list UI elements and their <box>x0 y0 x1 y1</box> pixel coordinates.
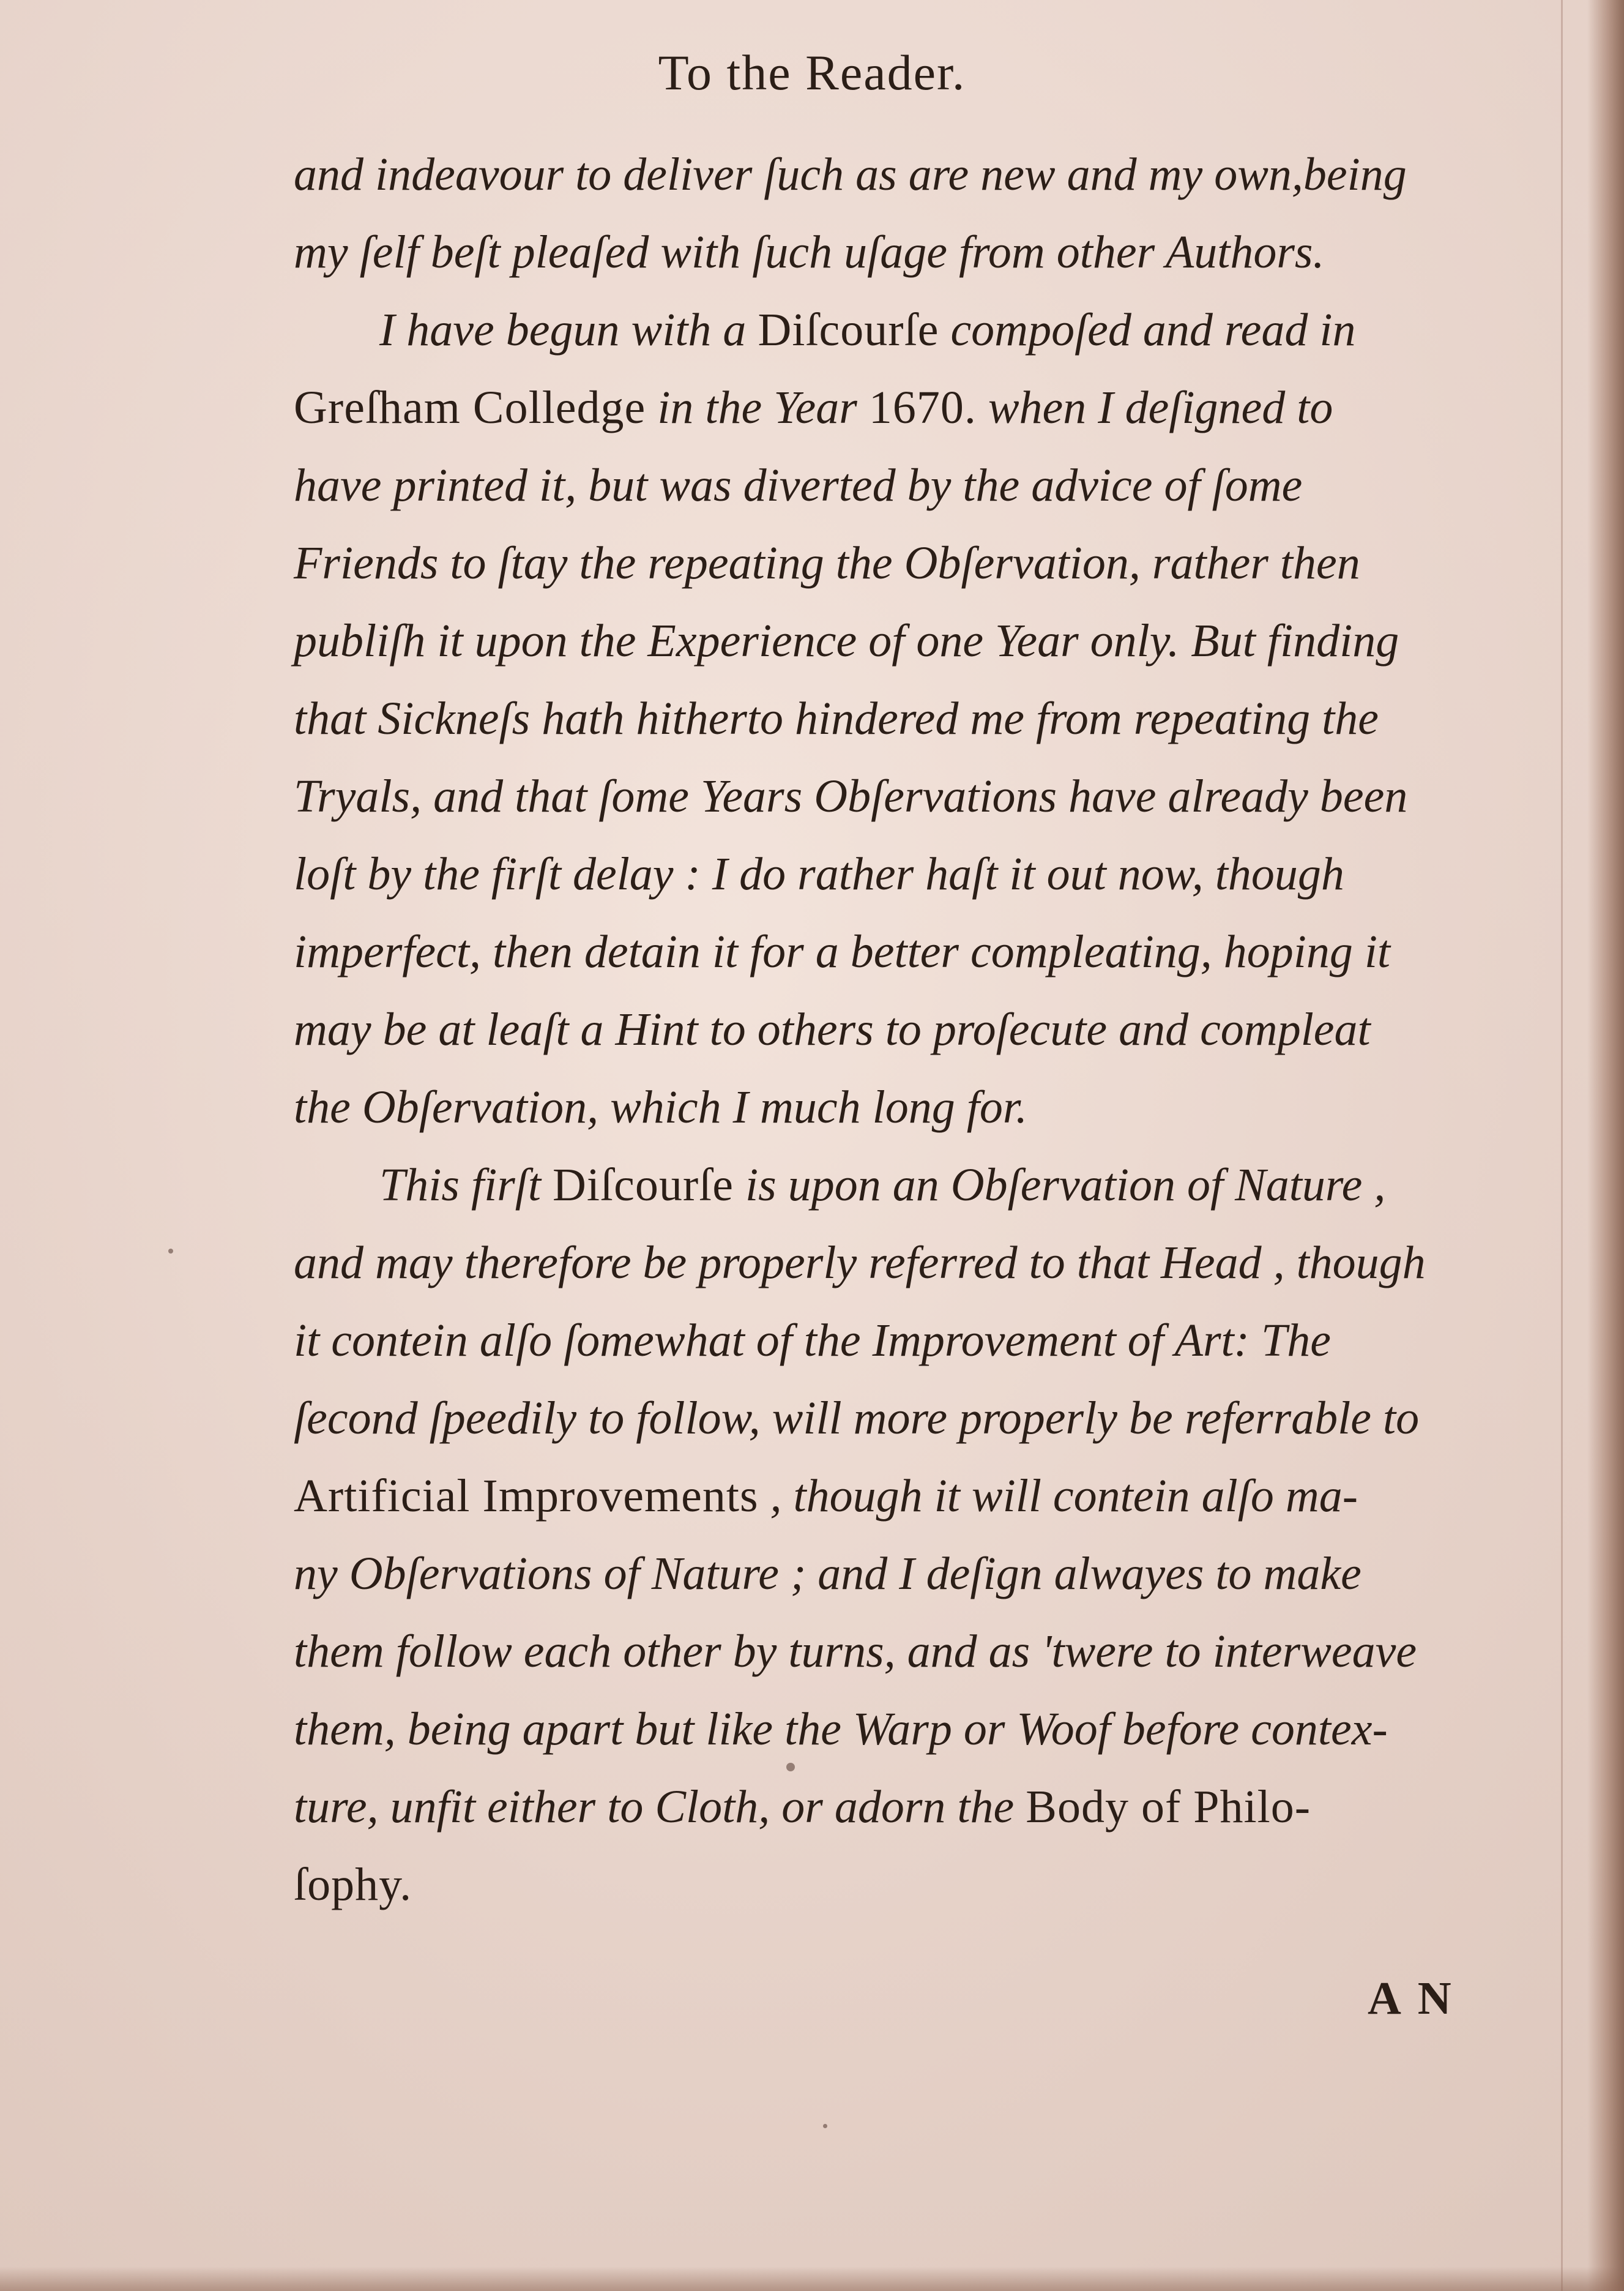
page-bottom-edge <box>0 2267 1624 2291</box>
text-segment: imperfect, then detain it for a better compleating, hoping it <box>294 926 1391 977</box>
text-segment: Body of Philo- <box>1026 1781 1311 1833</box>
text-line <box>294 1457 1493 1535</box>
text-segment: Friends to ſtay the repeating the Obſervation, rather then <box>294 537 1360 589</box>
text-line <box>294 1535 1493 1613</box>
text-segment: ſophy. <box>294 1859 412 1910</box>
text-line <box>294 369 1493 447</box>
text-segment: I have begun with a <box>379 304 758 356</box>
text-segment: 1670. <box>868 382 977 433</box>
text-line <box>294 214 1493 291</box>
text-line <box>294 1069 1493 1146</box>
text-segment: , though it will contein alſo ma- <box>758 1470 1358 1522</box>
text-segment: compoſed and read in <box>939 304 1356 356</box>
text-segment: and indeavour to deliver ſuch as are new and my own,being <box>294 149 1407 200</box>
text-segment: publiſh it upon the Experience of one Year only. But finding <box>294 615 1399 667</box>
text-line <box>294 291 1493 369</box>
text-segment: Greſham Colledge <box>294 382 646 433</box>
text-segment: that Sickneſs hath hitherto hindered me from repeating the <box>294 693 1379 744</box>
text-segment: is upon an Obſervation of Nature , <box>734 1159 1386 1211</box>
running-head: To the Reader. <box>658 45 966 100</box>
text-segment: This firſt <box>379 1159 553 1211</box>
text-line <box>294 1846 1493 1924</box>
text-line <box>294 1768 1493 1846</box>
text-segment: them, being apart but like the Warp or Woof before contex- <box>294 1703 1388 1755</box>
body-text <box>294 136 1493 1924</box>
text-line <box>294 680 1493 758</box>
text-line <box>294 525 1493 602</box>
text-segment: have printed it, but was diverted by the advice of ſome <box>294 460 1303 511</box>
text-segment: ny Obſervations of Nature ; and I deſign alwayes to make <box>294 1548 1361 1599</box>
ink-speck <box>823 2124 827 2128</box>
text-segment: my ſelf beſt pleaſed with ſuch uſage from other Authors. <box>294 226 1325 278</box>
text-segment: and may therefore be properly referred to that Head , though <box>294 1237 1426 1288</box>
text-line <box>294 1691 1493 1768</box>
text-segment: Diſcourſe <box>553 1159 734 1211</box>
text-line <box>294 602 1493 680</box>
text-segment: them follow each other by turns, and as 'twere to interweave <box>294 1626 1417 1677</box>
text-line <box>294 136 1493 214</box>
text-segment: Artificial Improvements <box>294 1470 759 1522</box>
catchword: A N <box>1368 1973 1455 2024</box>
text-segment: when I deſigned to <box>976 382 1333 433</box>
text-segment: the Obſervation, which I much long for. <box>294 1082 1027 1133</box>
text-segment: ſecond ſpeedily to follow, will more properly be referrable to <box>294 1392 1420 1444</box>
text-line <box>294 1146 1493 1224</box>
text-line <box>294 835 1493 913</box>
text-segment: Tryals, and that ſome Years Obſervations have already been <box>294 771 1408 822</box>
text-line <box>294 1380 1493 1457</box>
text-segment: in the Year <box>646 382 869 433</box>
text-segment: Diſcourſe <box>758 304 939 356</box>
text-line <box>294 991 1493 1069</box>
text-segment: may be at leaſt a Hint to others to proſecute and compleat <box>294 1004 1371 1055</box>
ink-speck <box>168 1249 173 1254</box>
text-line <box>294 913 1493 991</box>
ink-speck <box>786 1763 795 1771</box>
text-line <box>294 1224 1493 1302</box>
text-line <box>294 1302 1493 1380</box>
page-fold-line <box>1561 0 1563 2291</box>
text-segment: ture, unfit either to Cloth, or adorn the <box>294 1781 1026 1833</box>
text-segment: loſt by the firſt delay : I do rather haſt it out now, though <box>294 848 1344 900</box>
text-segment: it contein alſo ſomewhat of the Improvement of Art: The <box>294 1315 1331 1366</box>
page-right-edge <box>1587 0 1624 2291</box>
text-line <box>294 1613 1493 1691</box>
text-line <box>294 447 1493 525</box>
text-line <box>294 758 1493 835</box>
